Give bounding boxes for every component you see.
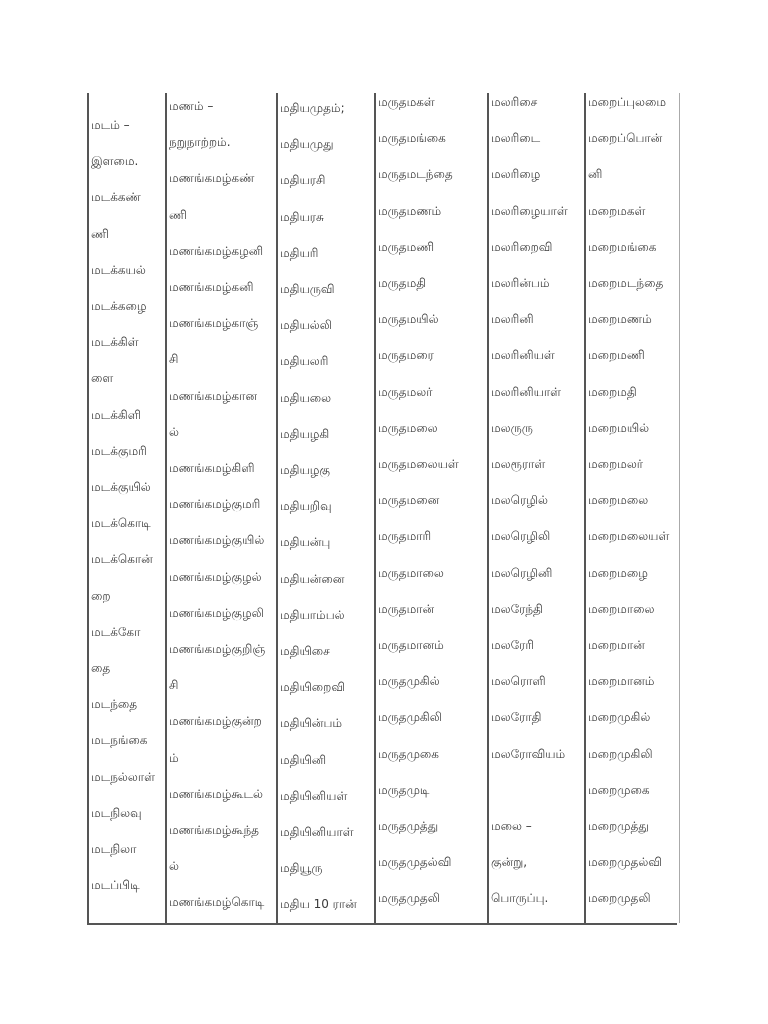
table-column	[276, 93, 376, 923]
word-cell: மதியரசு	[280, 210, 324, 224]
word-cell: மடக்கண்	[91, 190, 141, 204]
word-table	[87, 93, 677, 925]
word-cell: மறைமுகை	[588, 783, 650, 797]
word-cell: மருதமணி	[378, 240, 435, 254]
word-cell: மருதமங்கை	[378, 131, 446, 145]
word-cell: மடநிலா	[91, 842, 137, 856]
word-cell: மலரிழையாள்	[491, 204, 568, 218]
word-cell: மணங்கமழ்கிளி	[169, 461, 255, 475]
word-cell: மதியினியள்	[280, 789, 348, 803]
word-cell: மதியினியாள்	[280, 825, 354, 839]
word-cell: ளை	[91, 371, 114, 385]
word-cell: மலரின்பம்	[491, 276, 550, 290]
word-cell: மலரெழிலி	[491, 529, 551, 543]
word-cell: மதியன்பு	[280, 535, 331, 549]
word-cell: மறைமணம்	[588, 312, 652, 326]
word-cell: மலரேரி	[491, 638, 534, 652]
word-cell: பொருப்பு.	[491, 891, 549, 905]
word-cell: மலரோதி	[491, 710, 542, 724]
word-cell: மதியலை	[280, 391, 332, 405]
word-cell: மணங்கமழ்குழல்	[169, 570, 262, 584]
word-cell: மறைமுகில்	[588, 710, 651, 724]
word-cell: மதியிறைவி	[280, 680, 345, 694]
word-cell: மதியூரு	[280, 861, 323, 875]
table-column	[374, 93, 489, 923]
word-cell: மணங்கமழ்குயில்	[169, 533, 265, 547]
word-cell: மறைமுதலி	[588, 891, 651, 905]
word-cell: மதியமுது	[280, 137, 334, 151]
table-column	[87, 93, 167, 923]
word-cell: மருதமுடி	[378, 783, 430, 797]
word-cell: மணங்கமழ்கான	[169, 389, 258, 403]
word-cell: மறைமங்கை	[588, 240, 657, 254]
word-cell: ம்	[169, 751, 179, 765]
word-cell: மலரினி	[491, 312, 534, 326]
word-cell: மலரேந்தி	[491, 602, 543, 616]
word-cell: மடக்குயில்	[91, 480, 151, 494]
word-cell: மருதமரை	[378, 348, 434, 362]
word-cell: மலருரு	[491, 421, 533, 435]
word-cell: மடந்தை	[91, 697, 138, 711]
word-cell: மருதமுதல்வி	[378, 855, 452, 869]
table-column	[487, 93, 586, 923]
word-cell: மலரோவியம்	[491, 747, 566, 761]
word-cell: மதியலரி	[280, 354, 329, 368]
word-cell: மடக்கிள்	[91, 335, 139, 349]
word-cell: மடக்கிளி	[91, 408, 141, 422]
word-cell: றை	[91, 589, 111, 603]
word-cell: மதியல்லி	[280, 318, 332, 332]
word-cell: மலை –	[491, 819, 532, 833]
word-cell: குன்று,	[491, 855, 528, 869]
word-cell: மறைமுகிலி	[588, 747, 653, 761]
word-cell: மணங்கமழ்கூந்த	[169, 823, 259, 837]
word-cell: மருதமுதலி	[378, 891, 440, 905]
word-cell: மதியழகி	[280, 427, 330, 441]
word-cell: மலரினியள்	[491, 348, 555, 362]
word-cell: மருதமலர்	[378, 385, 433, 399]
word-cell: மதிய 10 ரான்	[280, 897, 357, 911]
word-cell: மறைமடந்தை	[588, 276, 664, 290]
word-cell: மடக்குமரி	[91, 444, 147, 458]
word-cell: மடநங்கை	[91, 733, 148, 747]
word-cell: மலரிறைவி	[491, 240, 553, 254]
word-cell: மருதமானம்	[378, 638, 444, 652]
word-cell: மதியருவி	[280, 282, 335, 296]
word-cell: மதியினி	[280, 753, 327, 767]
word-cell: மருதமுத்து	[378, 819, 439, 833]
word-cell: ல்	[169, 859, 179, 873]
word-cell: மணங்கமழ்காஞ்	[169, 316, 259, 330]
word-cell: மறைமலை	[588, 493, 649, 507]
word-cell: மறைப்பொன்	[588, 131, 663, 145]
word-cell: மலரினியாள்	[491, 385, 561, 399]
word-cell: மருதமடந்தை	[378, 167, 453, 181]
word-cell: மடநிலவு	[91, 806, 142, 820]
table-column	[165, 93, 278, 923]
word-cell: மணங்கமழ்கொடி	[169, 895, 265, 909]
word-cell: சி	[169, 678, 179, 692]
word-cell: மருதமாரி	[378, 529, 432, 543]
word-cell: மறைமதி	[588, 385, 637, 399]
word-cell: மதியழகு	[280, 463, 331, 477]
word-cell: மருதமுகில்	[378, 674, 440, 688]
word-cell: மதியிசை	[280, 644, 330, 658]
word-cell: மடக்கழை	[91, 299, 147, 313]
word-cell: மதியன்னை	[280, 572, 345, 586]
word-cell: மடம் –	[91, 118, 130, 132]
word-cell: மடக்கொன்	[91, 552, 153, 566]
word-cell: மருதமணம்	[378, 204, 442, 218]
word-cell: மணங்கமழ்குமரி	[169, 497, 261, 511]
word-cell: ணி	[169, 208, 187, 222]
word-cell: மறைமயில்	[588, 421, 650, 435]
word-cell: மலரொளி	[491, 674, 546, 688]
word-cell: மதியரி	[280, 246, 319, 260]
word-cell: மருதமனை	[378, 493, 440, 507]
word-cell: மலரிடை	[491, 131, 541, 145]
word-cell: மணங்கமழ்கனி	[169, 280, 254, 294]
word-cell: மதியின்பம்	[280, 716, 343, 730]
word-cell: மறைமணி	[588, 348, 645, 362]
word-cell: மருதமாலை	[378, 566, 444, 580]
word-cell: ணி	[91, 227, 109, 241]
word-cell: மறைமலையள்	[588, 529, 670, 543]
word-cell: மருதமலை	[378, 421, 438, 435]
word-cell: மருதமுகிலி	[378, 710, 442, 724]
word-cell: மடக்கோ	[91, 625, 141, 639]
word-cell: சி	[169, 352, 179, 366]
word-cell: மதியரசி	[280, 173, 326, 187]
word-cell: மருதமகள்	[378, 95, 435, 109]
word-cell: மடக்கொடி	[91, 516, 151, 530]
word-cell: மணங்கமழ்கூடல்	[169, 787, 263, 801]
word-cell: மறைமானம்	[588, 674, 655, 688]
word-cell: மலரெழில்	[491, 493, 548, 507]
word-cell: மறைப்புலமை	[588, 95, 667, 109]
word-cell: மணங்கமழ்கண்	[169, 171, 255, 185]
word-cell: மதியாம்பல்	[280, 608, 345, 622]
word-cell: னி	[588, 167, 603, 181]
word-cell: மருதமான்	[378, 602, 435, 616]
word-cell: மடநல்லாள்	[91, 770, 155, 784]
word-cell: மடக்கயல்	[91, 263, 146, 277]
word-cell: இளமை.	[91, 154, 139, 168]
word-cell: மலரெழினி	[491, 566, 553, 580]
word-cell: மறைமாலை	[588, 602, 655, 616]
word-cell: மணங்கமழ்குழலி	[169, 606, 264, 620]
word-cell: தை	[91, 661, 111, 675]
word-cell: மதியறிவு	[280, 499, 332, 513]
word-cell: மணம் –	[169, 99, 214, 113]
word-cell: மலரிசை	[491, 95, 538, 109]
word-cell: மருதமதி	[378, 276, 427, 290]
word-cell: மருதமலையள்	[378, 457, 459, 471]
word-cell: மதியமுதம்;	[280, 101, 345, 115]
word-cell: மறைமழை	[588, 566, 648, 580]
word-cell: மடப்பிடி	[91, 878, 140, 892]
word-cell: மருதமயில்	[378, 312, 439, 326]
word-cell: மறைமுதல்வி	[588, 855, 662, 869]
word-cell: மலரூராள்	[491, 457, 546, 471]
word-cell: மணங்கமழ்கழனி	[169, 244, 264, 258]
word-cell: மணங்கமழ்குறிஞ்	[169, 642, 266, 656]
table-column	[584, 93, 680, 923]
word-cell: மறைமான்	[588, 638, 645, 652]
word-cell: மலரிழை	[491, 167, 541, 181]
word-cell: மறைமகள்	[588, 204, 646, 218]
word-cell: மருதமுகை	[378, 747, 439, 761]
word-cell: மறைமலர்	[588, 457, 644, 471]
word-cell: மணங்கமழ்குன்ற	[169, 714, 262, 728]
word-cell: நறுநாற்றம்.	[169, 135, 231, 149]
word-cell: ல்	[169, 425, 179, 439]
word-cell: மறைமுத்து	[588, 819, 649, 833]
